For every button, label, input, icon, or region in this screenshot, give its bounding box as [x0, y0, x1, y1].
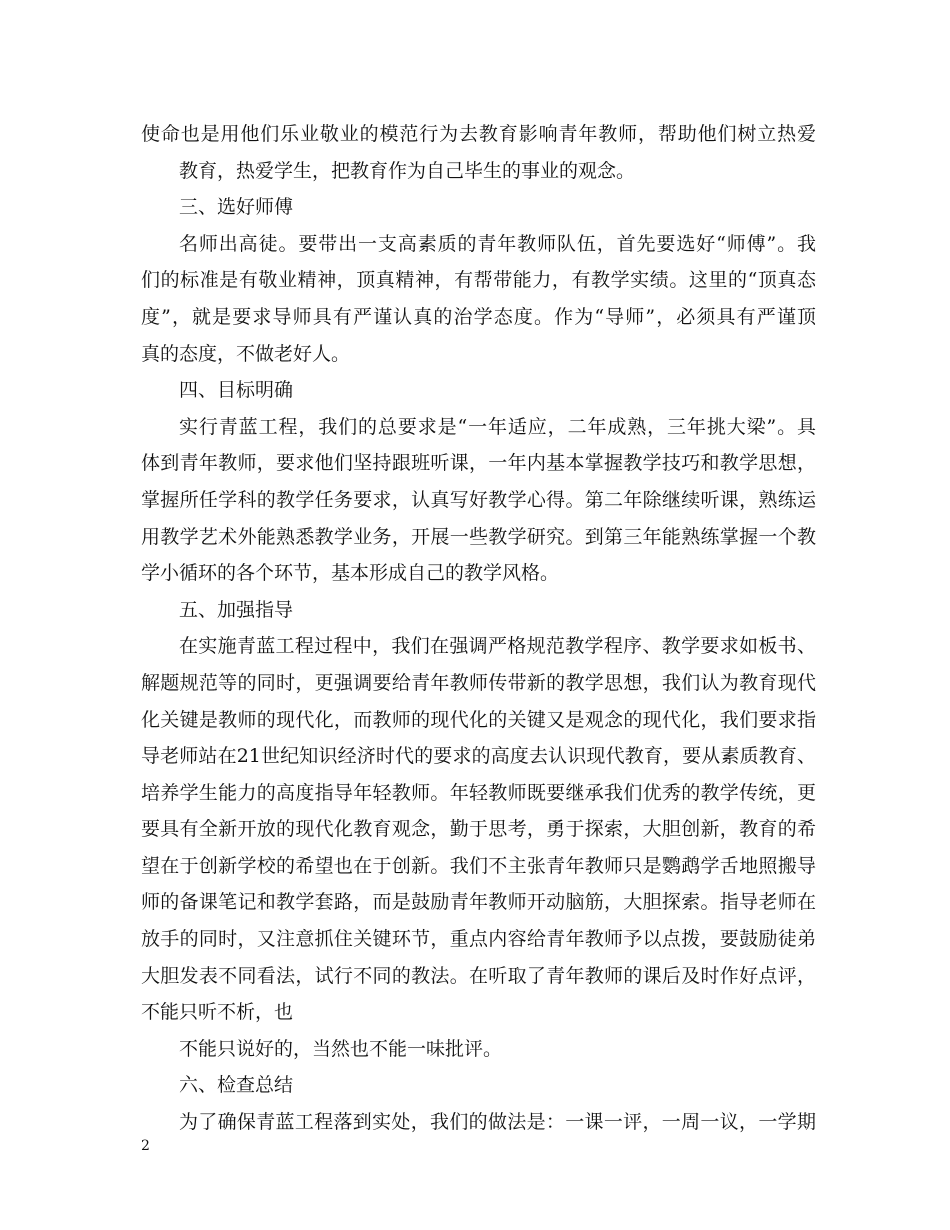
paragraph-line: 真的态度，不做老好人。: [141, 342, 351, 365]
paragraph-line: 掌握所任学科的教学任务要求，认真写好教学心得。第二年除继续听课，熟练运: [141, 488, 816, 511]
section-heading: 六、检查总结: [179, 1074, 294, 1097]
paragraph-line: 实行青蓝工程，我们的总要求是“一年适应，二年成熟，三年挑大梁”。具: [179, 415, 816, 438]
paragraph-line: 名师出高徒。要带出一支高素质的青年教师队伍，首先要选好“师傅”。我: [179, 232, 816, 255]
paragraph-line: 为了确保青蓝工程落到实处，我们的做法是：一课一评，一周一议，一学期: [179, 1111, 816, 1134]
paragraph-line: 放手的同时，又注意抓住关键环节，重点内容给青年教师予以点拨，要鼓励徒弟: [141, 928, 816, 951]
paragraph-line: 使命也是用他们乐业敬业的模范行为去教育影响青年教师，帮助他们树立热爱: [141, 123, 816, 145]
paragraph-line: 解题规范等的同时，更强调要给青年教师传带新的教学思想，我们认为教育现代: [141, 671, 816, 694]
paragraph-line: 要具有全新开放的现代化教育观念，勤于思考，勇于探索，大胆创新，教育的希: [141, 818, 816, 841]
paragraph-line: 用教学艺术外能熟悉教学业务，开展一些教学研究。到第三年能熟练掌握一个教: [141, 525, 816, 548]
paragraph-line: 不能只听不析，也: [141, 1001, 294, 1024]
paragraph-line: 大胆发表不同看法，试行不同的教法。在听取了青年教师的课后及时作好点评，: [141, 964, 816, 987]
page-number: 2: [141, 1138, 150, 1154]
paragraph-line: 度”，就是要求导师具有严谨认真的治学态度。作为“导师”，必须具有严谨顶: [141, 305, 816, 328]
section-heading: 三、选好师傅: [179, 196, 294, 219]
paragraph-line: 在实施青蓝工程过程中，我们在强调严格规范教学程序、教学要求如板书、: [179, 635, 816, 658]
paragraph-line: 培养学生能力的高度指导年轻教师。年轻教师既要继承我们优秀的教学传统，更: [141, 781, 816, 804]
paragraph-line: 导老师站在21世纪知识经济时代的要求的高度去认识现代教育，要从素质教育、: [141, 745, 816, 768]
section-heading: 四、目标明确: [179, 379, 294, 402]
paragraph-line: 化关键是教师的现代化，而教师的现代化的关键又是观念的现代化，我们要求指: [141, 708, 816, 731]
paragraph-line: 学小循环的各个环节，基本形成自己的教学风格。: [141, 562, 560, 585]
paragraph-line: 们的标准是有敬业精神，顶真精神，有帮带能力，有教学实绩。这里的“顶真态: [141, 269, 816, 292]
paragraph-line: 师的备课笔记和教学套路，而是鼓励青年教师开动脑筋，大胆探索。指导老师在: [141, 891, 816, 914]
body-text: [141, 116, 816, 1141]
paragraph-line: 不能只说好的，当然也不能一味批评。: [179, 1037, 503, 1060]
paragraph-line: 体到青年教师，要求他们坚持跟班听课，一年内基本掌握教学技巧和教学思想，: [141, 452, 816, 475]
paragraph-line: 望在于创新学校的希望也在于创新。我们不主张青年教师只是鹦鹉学舌地照搬导: [141, 854, 816, 877]
paragraph-line: 教育，热爱学生，把教育作为自己毕生的事业的观念。: [179, 159, 636, 182]
section-heading: 五、加强指导: [179, 598, 294, 621]
